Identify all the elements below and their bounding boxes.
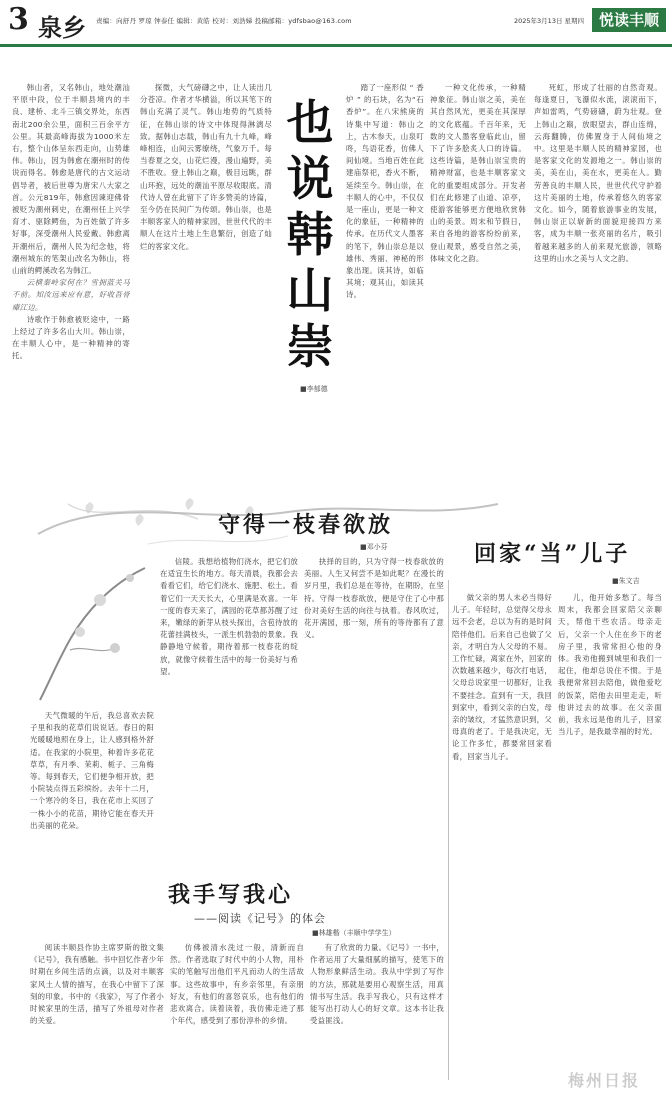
column-divider (448, 580, 449, 1080)
article2-column-1 (30, 710, 154, 862)
article3-paragraph: 做父亲的男人未必当得好儿子。年轻时，总觉得父母永远不会老，总以为有的是时间陪伴他们。后来自己也做了父亲，才明白为人父母的不易。工作忙碌，离家在外，回家的次数越来越少，每次打电话，父母总说家里一切都好，让我不要挂念。直到有一天，我回到家中，看到父亲的白发，母亲的皱纹，才猛然意识到，父母真的老了。于是我决定，无论工作多忙，都要常回家看看，回家当儿子。 (452, 593, 552, 761)
title-char: 也 (286, 96, 334, 151)
article2-title: 守得一枝春欲放 (218, 512, 394, 538)
section-title: 泉乡 (38, 13, 86, 42)
article2-column-2 (160, 556, 298, 862)
article4-column-1 (30, 942, 164, 1092)
article1-title (282, 96, 338, 376)
page-number: 3 (8, 2, 29, 37)
article1-paragraph: 一种文化传承，一种精神象征。韩山崇之美，美在其自然风光，更美在其深厚的文化底蕴。千百年来，无数的文人墨客登临此山，留下了许多脍炙人口的诗篇。这些诗篇，是韩山崇宝贵的精神财富，也是丰顺客家文化的重要组成部分。开发者们在此修建了山道、凉亭，使游客能够更方便地欣赏韩山的美景。周末和节假日，来自各地的游客纷纷前来，登山观景，感受自然之美，体味文化之韵。 (430, 83, 526, 263)
article1-column-3 (346, 82, 424, 470)
title-char: 崇 (286, 320, 334, 375)
article2-paragraph: 信陵。我想给植物们浇水，把它们放在适宜生长的地方。每天清晨，我都会去看看它们，给它们浇水、施肥、松土。看着它们一天天长大，心里满是欢喜。一年一度的春天来了，满园的花草都苏醒了过来，嫩绿的新芽从枝头探出，含苞待放的花蕾挂满枝头，一派生机勃勃的景象。我静静地守候着，期待着那一枝春花的绽放，就像守候着生活中的每一份美好与希望。 (160, 557, 298, 676)
article4-paragraph: 仿佛被清水洗过一般，清新而自然。作者选取了时代中的小人物，用朴实的笔触写出他们平凡而动人的生活故事。这些故事中，有乡亲邻里，有亲朋好友，有他们的喜怒哀乐，也有他们的悲欢离合。读着读着，我仿佛走进了那个年代，感受到了那份淳朴的乡情。 (170, 943, 304, 1026)
article3-column-1 (452, 592, 552, 1068)
article1-poem: 云横秦岭家何在？雪拥蓝关马不前。知汝远来应有意，好收吾骨瘴江边。 (12, 278, 130, 312)
title-char: 说 (286, 152, 334, 207)
article1-column-5 (534, 82, 662, 470)
article1-paragraph: 诗歌作于韩愈被贬途中，一路上经过了许多名山大川。韩山崇，在丰顺人心中，是一种精神的寄托。 (12, 314, 130, 361)
article2-paragraph: 天气微暖的午后，我总喜欢去院子里和我的花草们说说话。春日的阳光暖暖地照在身上，让人感到格外舒适。在我家的小院里，种着许多花花草草，有月季、茉莉、栀子、三角梅等。每到春天，它们便争相开放，把小院装点得五彩缤纷。去年十二月，一个寒冷的冬日，我在花市上买回了一株小小的花苗，期待它能在春天开出美丽的花朵。 (30, 711, 154, 830)
article4-paragraph: 有了欣赏的力量。《记号》一书中，作者运用了大量细腻的描写，使笔下的人物形象鲜活生动。我从中学到了写作的方法，那就是要用心观察生活，用真情书写生活。我手写我心，只有这样才能写出打动人心的好文章。这本书让我受益匪浅。 (310, 943, 444, 1026)
article4-author: ■林雄楷（丰顺中学学生） (312, 929, 396, 937)
article1-column-1 (12, 82, 130, 470)
article1-paragraph: 探微，大气磅礴之中，让人读出几分苍凉。作者才华横溢，所以其笔下的韩山充满了灵气。韩山地势的气质特征，在韩山崇的诗文中体现得淋漓尽致。据韩山志载，韩山有九十九峰，峰峰相连，山间云雾缭绕，气象万千。每当春夏之交，山花烂漫，漫山遍野，美不胜收。登上韩山之巅，极目远眺，群山环抱，远处的潮汕平原尽收眼底。清代诗人曾在此留下了许多赞美的诗篇，至今仍在民间广为传颂。韩山崇，也是丰顺客家人的精神家园，世世代代的丰顺人在这片土地上生息繁衍，创造了灿烂的客家文化。 (140, 83, 272, 251)
masthead (0, 0, 672, 47)
article4-column-2 (170, 942, 304, 1092)
article1-paragraph: 韩山者，又名韩山，地处潮汕平原中段，位于丰顺县境内的丰良、建桥、北斗三镇交界处，东西南北200余公里，面积三百余平方公里。其最高峰海拔为1000米左右，整个山体呈东西走向，山势雄伟。韩山，因为韩愈在潮州时的传说而得名。韩愈是唐代的古文运动倡导者，被后世尊为唐宋八大家之首。公元819年，韩愈因谏迎佛骨被贬为潮州刺史，在潮州任上兴学育才、驱除鳄鱼，为百姓做了许多好事，深受潮州人民爱戴。韩愈离开潮州后，潮州人民为纪念他，将潮州城东的笔架山改名为韩山，将山前的鳄溪改名为韩江。 (12, 83, 130, 276)
article1-column-4 (430, 82, 526, 470)
article3-column-2 (558, 592, 662, 1058)
article1-paragraph: 踏了一座形似 “ 香炉 ” 的石块，名为“石香炉”。在八宋熊庚的诗集中写道：韩山之上，古木参天，山泉叮咚，鸟语花香，仿佛人间仙境。当地百姓在此建庙祭祀，香火不断，延续至今。韩山崇，在丰顺人的心中，不仅仅是一座山，更是一种文化的象征，一种精神的传承。在历代文人墨客的笔下，韩山崇总是以雄伟、秀丽、神秘的形象出现。读其诗，如临其境；观其山，如读其诗。 (346, 83, 424, 300)
article3-title: 回家“当”儿子 (474, 541, 631, 567)
article4-subtitle: ——阅读《记号》的体会 (194, 912, 326, 925)
article3-author: ■朱文吉 (612, 577, 640, 585)
newspaper-watermark: 梅州日报 (568, 1071, 641, 1090)
article1-column-2 (140, 82, 272, 470)
article2-author: ■邓小芬 (360, 543, 388, 551)
article2-paragraph: 抉择的目的，只为守得一枝春欲放的美丽。人生又何尝不是如此呢？在漫长的岁月里，我们总是在等待，在期盼，在坚持。守得一枝春欲放，便是守住了心中那份对美好生活的向往与执着。春风吹过，花开满园，那一刻，所有的等待都有了意义。 (304, 557, 444, 640)
article4-title: 我手写我心 (168, 882, 294, 908)
flower-branch-illustration (30, 560, 152, 708)
title-char: 山 (286, 264, 334, 319)
article1-author: ■李郁德 (300, 385, 328, 393)
issue-date: 2025年3月13日 星期四 (514, 17, 585, 25)
column-brand: 悦读丰顺 (592, 8, 666, 32)
article2-column-3 (304, 556, 444, 862)
editor-credits: 责编：向舒丹 罗琼 钟泰任 编辑：黄皓 校对：刘浩娣 投稿邮箱：ydfsbao@163.com (96, 17, 352, 25)
article3-paragraph: 儿，他开始多愁了。每当周末，我都会回家陪父亲聊天，帮他干些农活。母亲走后，父亲一个人住在乡下的老房子里，我常常担心他的身体。我劝他搬到城里和我们一起住，他却总说住不惯。于是我便常常回去陪他，做他爱吃的饭菜，陪他去田里走走，听他讲过去的故事。在父亲面前，我永远是他的儿子，回家当儿子，是我最幸福的时光。 (558, 593, 662, 737)
article4-paragraph: 阅读丰顺县作协主席罗斯的散文集《记号》，我有感触。书中回忆作者少年时期在乡间生活的点滴，以及对丰顺客家风土人情的描写，在我心中留下了深刻的印象。书中的《我家》，写了作者小时候家里的生活，描写了外祖母对作者的关爱。 (30, 943, 164, 1026)
title-char: 韩 (286, 208, 334, 263)
article4-column-3 (310, 942, 444, 1092)
article1-paragraph: 死虹，形成了壮丽的自然奇观。每逢夏日，飞瀑似水流，滚滚而下，声如雷鸣，气势磅礴，蔚为壮观。登上韩山之巅，放眼望去，群山连绵，云海翻腾，仿佛置身于人间仙境之中。这里是丰顺人民的精神家园，也是客家文化的发源地之一。韩山崇的美，美在山，美在水，更美在人。勤劳善良的丰顺人民，世世代代守护着这片美丽的土地，传承着悠久的客家文化。如今，随着旅游事业的发展，韩山崇正以崭新的面貌迎接四方来客，成为丰顺一张亮丽的名片，吸引着越来越多的人前来观光旅游，领略这里的山水之美与人文之韵。 (534, 83, 662, 263)
